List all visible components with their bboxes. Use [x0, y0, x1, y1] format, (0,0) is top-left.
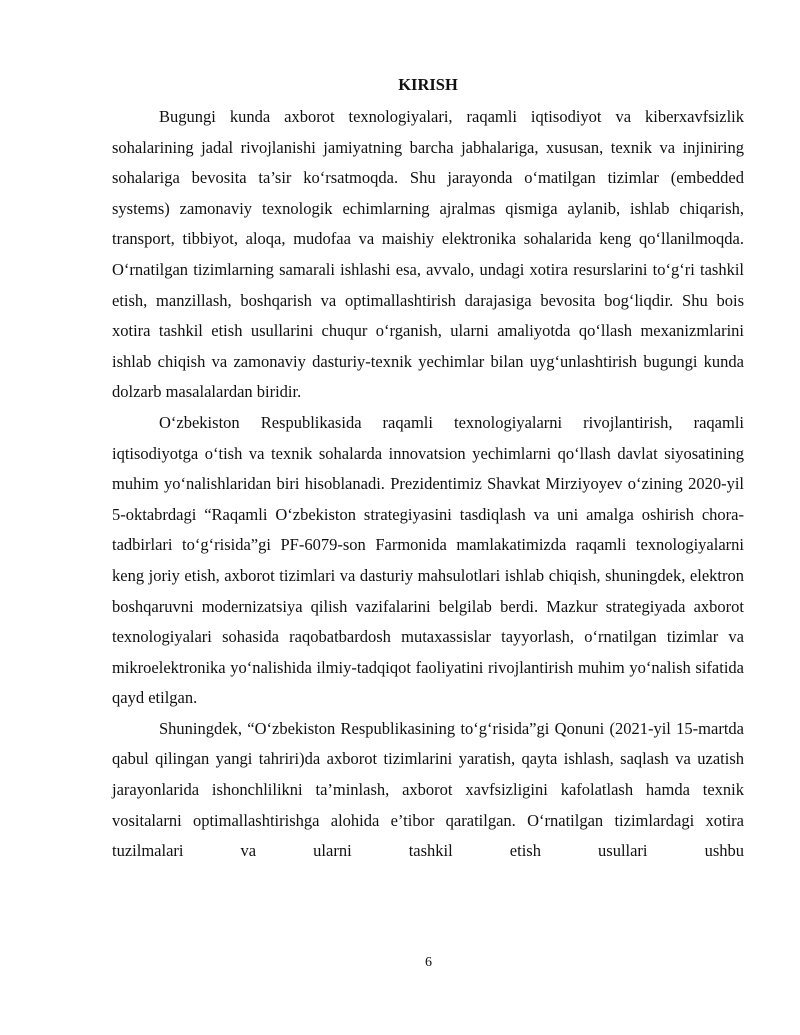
section-heading: KIRISH	[398, 75, 458, 94]
paragraph-state-policy: O‘zbekiston Respublikasida raqamli texnologiyalarni rivojlantirish, raqamli iqtisodiyotga o‘tish va texnik sohalarda innovatsion yechimlarni qo‘llash davlat siyosatining muhim yo‘nalishlaridan biri hisoblanadi. Prezidentimiz Shavkat Mirziyoyev o‘zining 2020-yil 5-oktabrdagi “Raqamli O‘zbekiston strategiyasini tasdiqlash va uni amalga oshirish chora-tadbirlari to‘g‘risida”gi PF-6079-son Farmonida mamlakatimizda raqamli texnologiyalarni keng joriy etish, axborot tizimlari va dasturiy mahsulotlari ishlab chiqish, shuningdek, elektron boshqaruvni modernizatsiya qilish vazifalarini belgilab berdi. Mazkur strategiyada axborot texnologiyalari sohasida raqobatbardosh mutaxassislar tayyorlash, o‘rnatilgan tizimlar va mikroelektronika yo‘nalishida ilmiy-tadqiqot faoliyatini rivojlantirish muhim yo‘nalish sifatida qayd etilgan.	[112, 412, 744, 708]
paragraph-intro: Bugungi kunda axborot texnologiyalari, raqamli iqtisodiyot va kiberxavfsizlik sohalarining jadal rivojlanishi jamiyatning barcha jabhalariga, xususan, texnik va injiniring sohalariga bevosita ta’sir ko‘rsatmoqda. Shu jarayonda o‘matilgan tizimlar (embedded systems) zamonaviy texnologik echimlarning ajralmas qismiga aylanib, ishlab chiqarish, transport, tibbiyot, aloqa, mudofaa va maishiy elektronika sohalarida keng qo‘llanilmoqda. O‘rnatilgan tizimlarning samarali ishlashi esa, avvalo, undagi xotira resurslarini to‘g‘ri tashkil etish, manzillash, boshqarish va optimallashtirish darajasiga bevosita bog‘liqdir. Shu bois xotira tashkil etish usullarini chuqur o‘rganish, ularni amaliyotda qo‘llash mexanizmlarini ishlab chiqish va zamonaviy dasturiy-texnik yechimlar bilan uyg‘unlashtirish bugungi kunda dolzarb masalalardan biridir.	[112, 107, 744, 402]
page-number: 6	[425, 955, 432, 970]
paragraph-law: Shuningdek, “O‘zbekiston Respublikasining to‘g‘risida”gi Qonuni (2021-yil 15-martda qabul qilingan yangi tahriri)da axborot tizimlarini yaratish, qayta ishlash, saqlash va uzatish jarayonlarida ishonchlilikni ta’minlash, axborot xavfsizligini kafolatlash hamda texnik vositalarni optimallashtirishga alohida e’tibor qaratilgan. O‘rnatilgan tizimlardagi xotira tuzilmalari va ularni tashkil etish usullari ushbu	[112, 718, 744, 861]
document-page	[112, 70, 744, 867]
